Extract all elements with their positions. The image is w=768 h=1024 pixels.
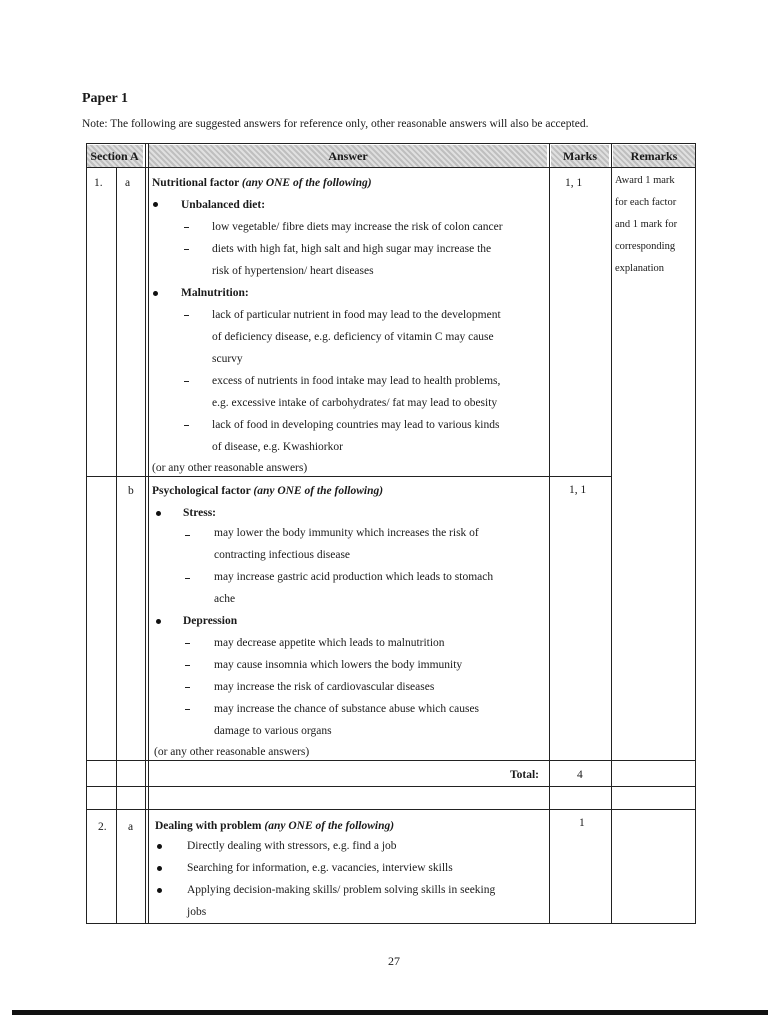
- q1a-b2-d1-l3: scurvy: [212, 353, 243, 365]
- q1a-b1-d2-l2: risk of hypertension/ heart diseases: [212, 265, 374, 277]
- q1b-heading: Psychological factor (any ONE of the following): [152, 485, 384, 497]
- col-rule-1: [116, 167, 117, 924]
- bullet-icon: [153, 291, 158, 296]
- dash-icon: [185, 643, 190, 644]
- q2a-b3-l1: Applying decision-making skills/ problem solving skills in seeking: [187, 884, 496, 896]
- q2a-label: a: [128, 821, 134, 833]
- q2a-marks: 1: [579, 817, 585, 829]
- col-rule-4: [611, 143, 612, 924]
- row-rule-1b: [86, 760, 696, 761]
- dash-icon: [185, 687, 190, 688]
- q1b-b2-title: Depression: [183, 615, 238, 627]
- q2a-b3-l2: jobs: [187, 906, 207, 918]
- q1b-b1-d1-l1: may lower the body immunity which increases the risk of: [214, 527, 479, 539]
- bullet-icon: [157, 866, 162, 871]
- dash-icon: [185, 665, 190, 666]
- bullet-icon: [157, 844, 162, 849]
- q1a-b2-d3-l1: lack of food in developing countries may lead to various kinds: [212, 419, 500, 431]
- col-rule-0: [86, 143, 87, 924]
- q1a-b2-d3-l2: of disease, e.g. Kwashiorkor: [212, 441, 343, 453]
- q1b-b1-d2-l1: may increase gastric acid production which leads to stomach: [214, 571, 494, 583]
- table-border-top: [86, 143, 696, 144]
- col-rule-5: [695, 143, 696, 924]
- dash-icon: [184, 425, 189, 426]
- header-remarks: Remarks: [613, 145, 695, 167]
- q1a-b2-d1-l2: of deficiency disease, e.g. deficiency of vitamin C may cause: [212, 331, 494, 343]
- dash-icon: [184, 381, 189, 382]
- q1a-marks: 1, 1: [565, 177, 583, 189]
- q1b-b2-d3: may increase the risk of cardiovascular diseases: [214, 681, 435, 693]
- remarks-line-4: corresponding: [615, 241, 676, 252]
- bullet-icon: [156, 619, 161, 624]
- q1b-b1-d2-l2: ache: [214, 593, 236, 605]
- q1b-b1-title: Stress:: [183, 507, 217, 519]
- q1a-heading: Nutritional factor (any ONE of the following): [152, 177, 372, 189]
- col-rule-2: [145, 143, 146, 924]
- header-section: Section A: [86, 145, 143, 167]
- bullet-icon: [153, 202, 158, 207]
- q1a-b1-d2-l1: diets with high fat, high salt and high sugar may increase the: [212, 243, 492, 255]
- dash-icon: [185, 535, 190, 536]
- row-rule-spacer: [86, 809, 696, 810]
- remarks-line-5: explanation: [615, 263, 664, 274]
- q1b-marks: 1, 1: [569, 484, 587, 496]
- q1a-b1-d1: low vegetable/ fibre diets may increase the risk of colon cancer: [212, 221, 503, 233]
- q1a-b2-d2-l1: excess of nutrients in food intake may lead to health problems,: [212, 375, 501, 387]
- remarks-line-2: for each factor: [615, 197, 677, 208]
- q2a-b1: Directly dealing with stressors, e.g. find a job: [187, 840, 397, 852]
- total-value: 4: [577, 769, 583, 781]
- q2-number: 2.: [98, 821, 107, 833]
- q2a-b2: Searching for information, e.g. vacancies, interview skills: [187, 862, 453, 874]
- col-rule-3: [549, 143, 550, 924]
- q1b-other: (or any other reasonable answers): [154, 746, 310, 758]
- q2a-heading: Dealing with problem (any ONE of the following): [155, 820, 395, 832]
- bullet-icon: [156, 511, 161, 516]
- bullet-icon: [157, 888, 162, 893]
- q1b-b2-d4-l2: damage to various organs: [214, 725, 332, 737]
- remarks-line-1: Award 1 mark: [615, 175, 675, 186]
- q1a-b2-title: Malnutrition:: [181, 287, 249, 299]
- header-marks: Marks: [551, 145, 609, 167]
- row-rule-1a: [86, 476, 612, 477]
- q1a-other: (or any other reasonable answers): [152, 462, 308, 474]
- q1b-b1-d1-l2: contracting infectious disease: [214, 549, 351, 561]
- q1a-b2-d1-l1: lack of particular nutrient in food may lead to the development: [212, 309, 501, 321]
- q1-number: 1.: [94, 177, 103, 189]
- q1a-label: a: [125, 177, 131, 189]
- q1b-label: b: [128, 485, 134, 497]
- page-number: 27: [388, 954, 400, 968]
- dash-icon: [184, 315, 189, 316]
- q1a-b1-title: Unbalanced diet:: [181, 199, 266, 211]
- total-label: Total:: [510, 769, 539, 781]
- page-title: Paper 1: [82, 91, 129, 106]
- q1b-b2-d2: may cause insomnia which lowers the body immunity: [214, 659, 463, 671]
- dash-icon: [185, 578, 190, 579]
- q1b-b2-d4-l1: may increase the chance of substance abuse which causes: [214, 703, 480, 715]
- col-rule-2b: [148, 143, 149, 924]
- dash-icon: [184, 227, 189, 228]
- q1a-b2-d2-l2: e.g. excessive intake of carbohydrates/ fat may lead to obesity: [212, 397, 498, 409]
- dash-icon: [185, 709, 190, 710]
- remarks-line-3: and 1 mark for: [615, 219, 678, 230]
- header-answer: Answer: [149, 145, 547, 167]
- row-rule-total: [86, 786, 696, 787]
- header-rule: [86, 167, 696, 168]
- table-border-bottom: [86, 923, 696, 924]
- bottom-rule: [12, 1010, 768, 1015]
- dash-icon: [184, 249, 189, 250]
- note-text: Note: The following are suggested answers for reference only, other reasonable answers will also be accepted.: [82, 118, 589, 130]
- q1b-b2-d1: may decrease appetite which leads to malnutrition: [214, 637, 445, 649]
